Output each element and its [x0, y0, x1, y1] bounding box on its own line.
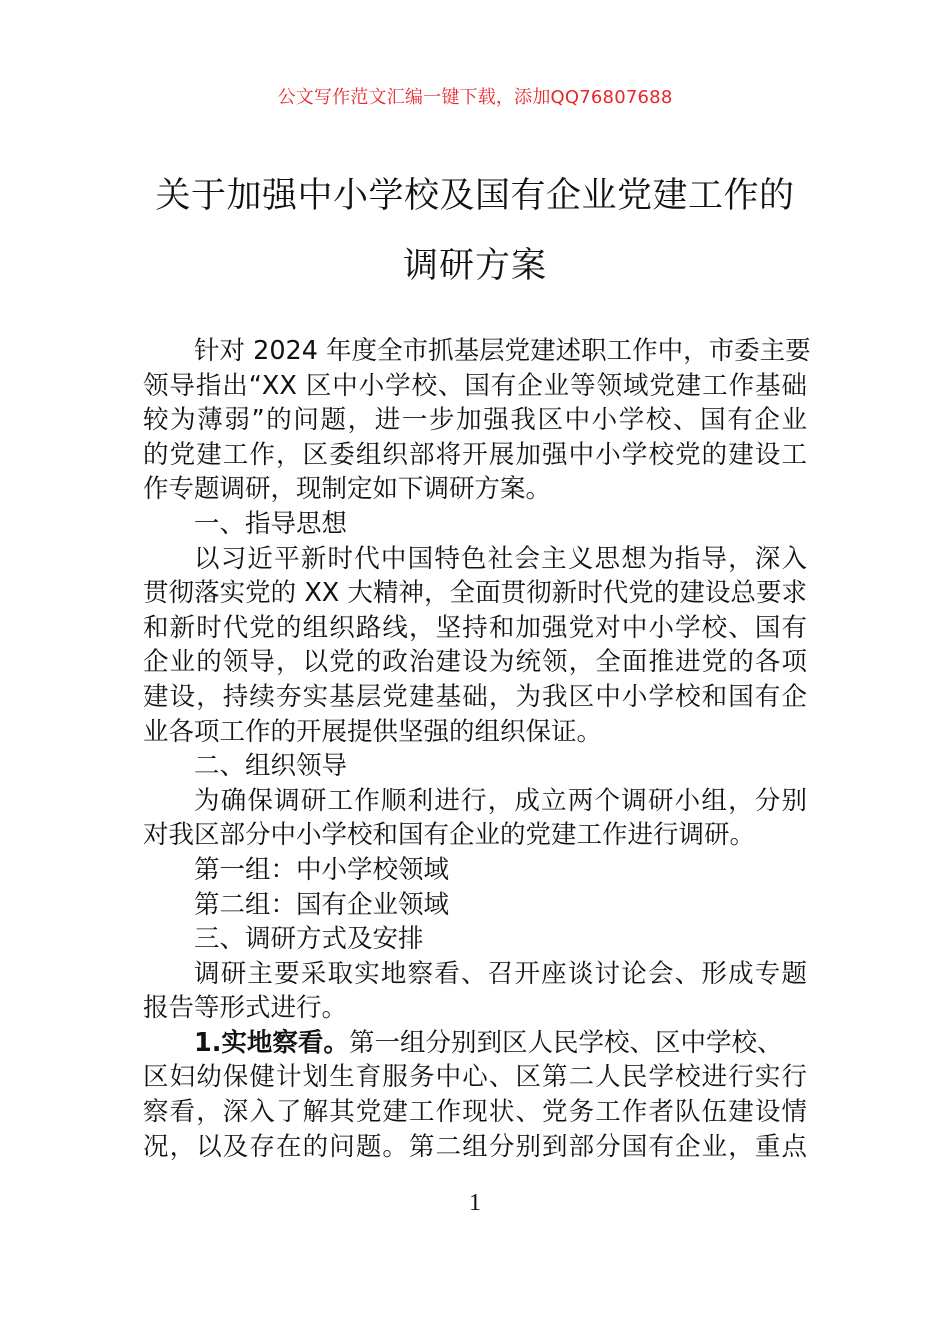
- paragraph-line: 况，以及存在的问题。第二组分别到部分国有企业，重点: [143, 1131, 807, 1162]
- section-heading: 二、组织领导: [194, 751, 348, 782]
- paragraph-line: 作专题调研，现制定如下调研方案。: [143, 474, 552, 505]
- group-line: 第一组：中小学校领域: [194, 854, 450, 885]
- paragraph-line: 较为薄弱”的问题，进一步加强我区中小学校、国有企业: [143, 405, 807, 436]
- paragraph-line: 对我区部分中小学校和国有企业的党建工作进行调研。: [143, 820, 756, 851]
- paragraph-line: 察看，深入了解其党建工作现状、党务工作者队伍建设情: [143, 1097, 807, 1128]
- section-heading: 三、调研方式及安排: [194, 924, 424, 955]
- document-title-line-1: 关于加强中小学校及国有企业党建工作的: [155, 176, 795, 216]
- paragraph-line: 区妇幼保健计划生育服务中心、区第二人民学校进行实行: [143, 1062, 807, 1093]
- paragraph-line: 企业的领导，以党的政治建设为统领，全面推进党的各项: [143, 647, 807, 678]
- item-text: 第一组分别到区人民学校、区中学校、: [348, 1027, 783, 1058]
- paragraph-line: 调研主要采取实地察看、召开座谈讨论会、形成专题: [194, 958, 807, 989]
- group-line: 第二组：国有企业领域: [194, 889, 450, 920]
- document-title-line-2: 调研方案: [402, 246, 547, 286]
- section-heading: 一、指导思想: [194, 508, 348, 539]
- paragraph-line: 的党建工作，区委组织部将开展加强中小学校党的建设工: [143, 439, 807, 470]
- item-label: 1.实地察看。: [194, 1027, 349, 1058]
- paragraph-line: 贯彻落实党的 XX 大精神，全面贯彻新时代党的建设总要求: [143, 578, 807, 609]
- paragraph-line: 为确保调研工作顺利进行，成立两个调研小组，分别: [194, 785, 807, 816]
- paragraph-line: 业各项工作的开展提供坚强的组织保证。: [143, 716, 603, 747]
- page-number: 1: [469, 1190, 481, 1216]
- document-body: [143, 334, 811, 1164]
- paragraph-line: 建设，持续夯实基层党建基础，为我区中小学校和国有企: [143, 681, 807, 712]
- paragraph-line: 针对 2024 年度全市抓基层党建述职工作中，市委主要: [194, 336, 811, 366]
- paragraph-line: [143, 1026, 807, 1061]
- paragraph-line: 报告等形式进行。: [143, 993, 348, 1024]
- download-banner: 公文写作范文汇编一键下载，添加QQ76807688: [277, 87, 673, 108]
- paragraph-line: 领导指出“XX 区中小学校、国有企业等领域党建工作基础: [143, 370, 807, 401]
- paragraph-line: 以习近平新时代中国特色社会主义思想为指导，深入: [194, 543, 807, 574]
- paragraph-line: 和新时代党的组织路线，坚持和加强党对中小学校、国有: [143, 612, 807, 643]
